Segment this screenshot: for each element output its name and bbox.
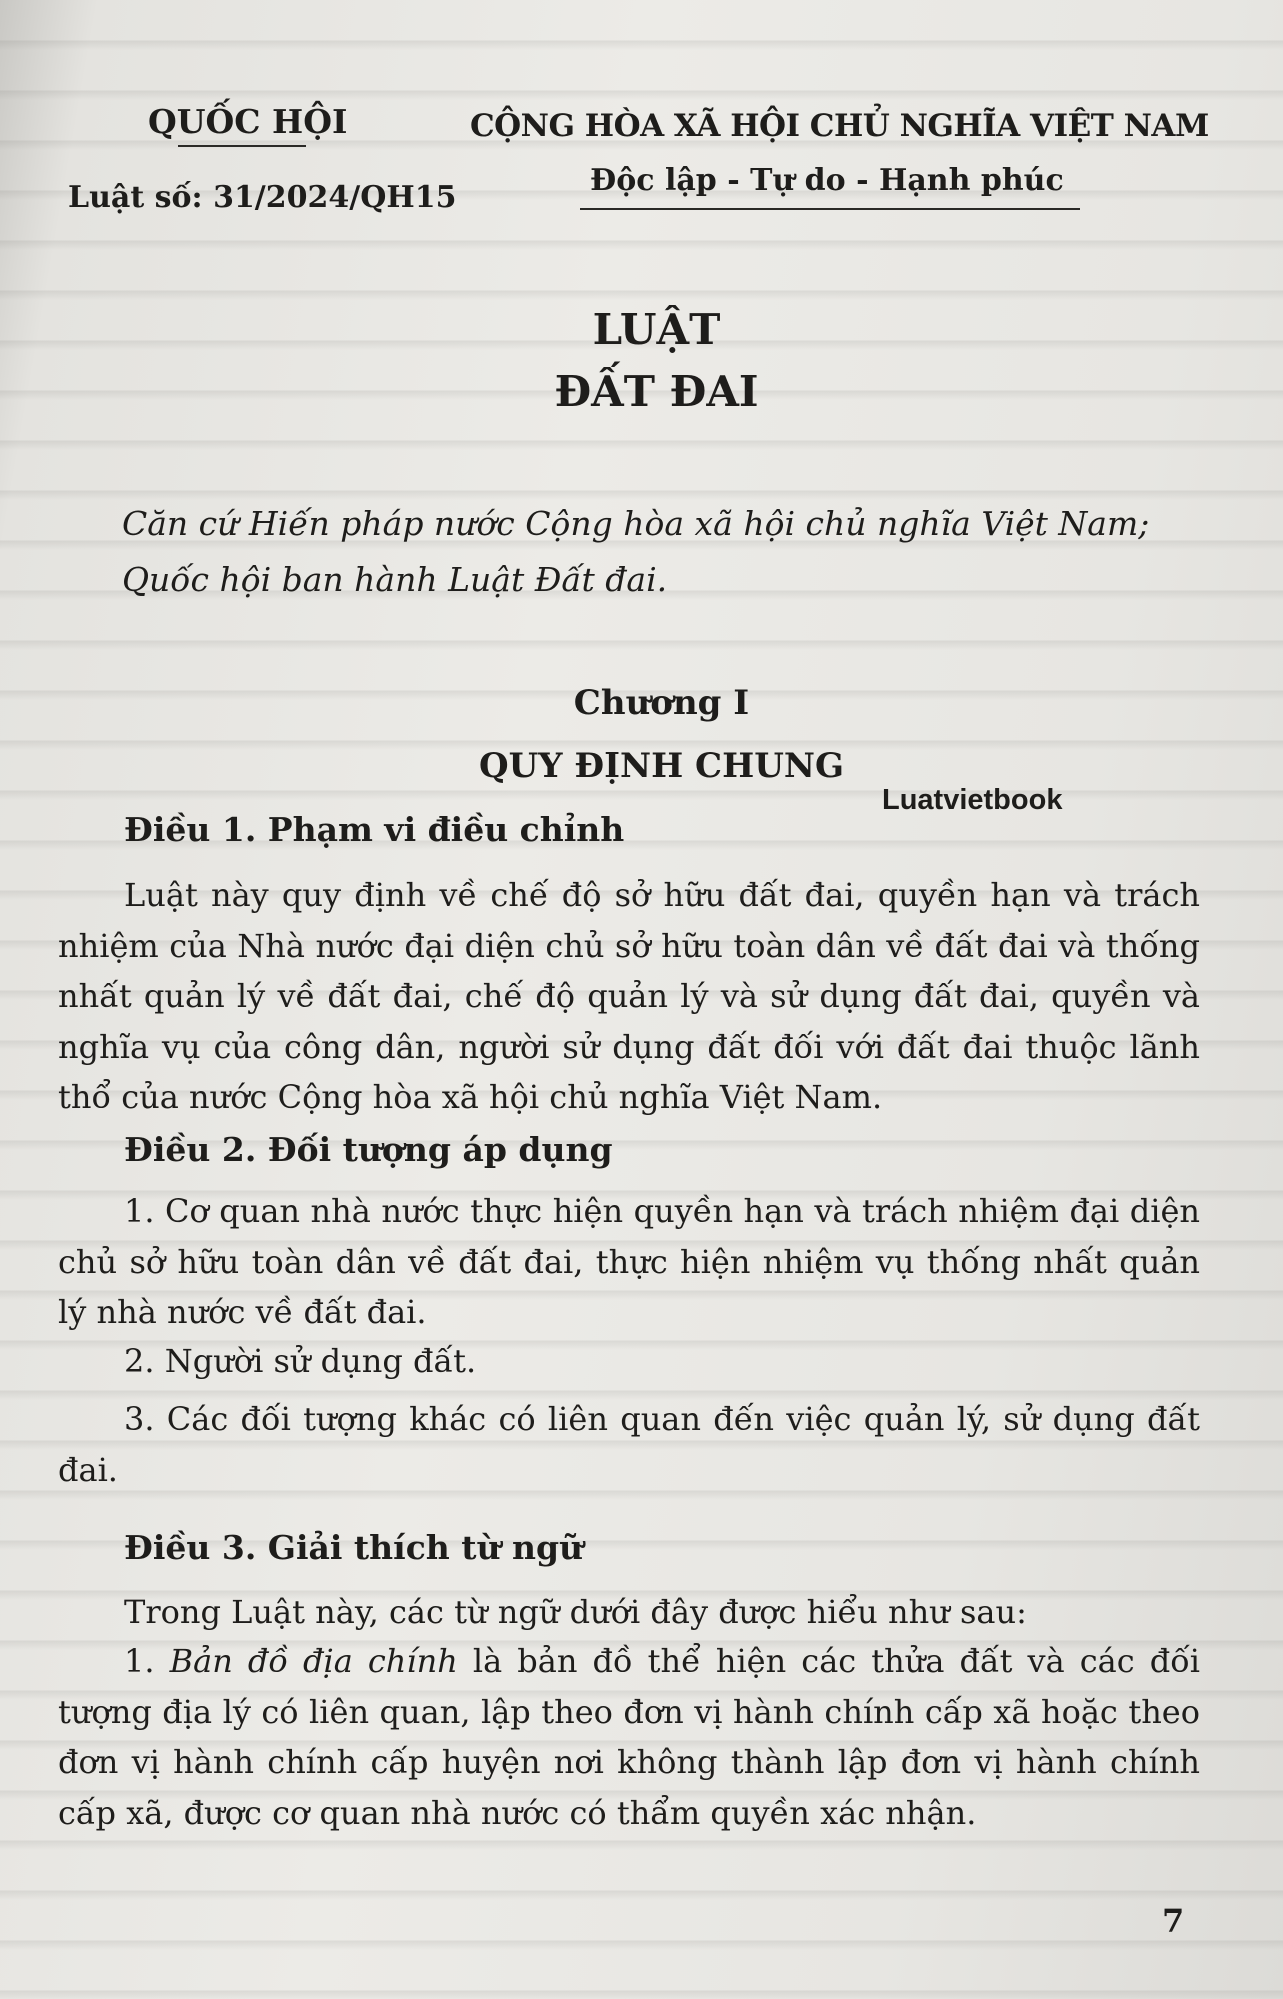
article-heading: Điều 2. Đối tượng áp dụng bbox=[124, 1130, 613, 1169]
article-paragraph: 1. Cơ quan nhà nước thực hiện quyền hạn và trách nhiệm đại diện chủ sở hữu toàn dân về đất đai, thực hiện nhiệm vụ thống nhất quản lý nhà nước về đất đai. bbox=[58, 1192, 1200, 1331]
law-title: ĐẤT ĐAI bbox=[554, 367, 759, 416]
article-paragraph: 3. Các đối tượng khác có liên quan đến việc quản lý, sử dụng đất đai. bbox=[58, 1400, 1200, 1489]
article-paragraph: 2. Người sử dụng đất. bbox=[124, 1342, 477, 1380]
article-body bbox=[58, 1394, 1200, 1495]
preamble-line: Căn cứ Hiến pháp nước Cộng hòa xã hội chủ nghĩa Việt Nam; bbox=[122, 504, 1150, 543]
article-intro: Trong Luật này, các từ ngữ dưới đây được hiểu như sau: bbox=[124, 1593, 1027, 1631]
issuer-underline bbox=[178, 145, 306, 147]
watermark-text: Luatvietbook bbox=[882, 784, 1063, 816]
motto-underline bbox=[580, 208, 1080, 210]
defined-term: Bản đồ địa chính bbox=[169, 1642, 458, 1680]
article-body bbox=[58, 1186, 1200, 1338]
article-body bbox=[58, 1636, 1200, 1838]
issuer-name: QUỐC HỘI bbox=[148, 102, 348, 141]
preamble-line: Quốc hội ban hành Luật Đất đai. bbox=[122, 560, 668, 599]
article-heading: Điều 1. Phạm vi điều chỉnh bbox=[124, 810, 625, 849]
article-body bbox=[58, 1587, 1200, 1638]
article-heading: Điều 3. Giải thích từ ngữ bbox=[124, 1528, 584, 1567]
definition-item bbox=[58, 1636, 1200, 1838]
definition-number: 1. bbox=[124, 1642, 170, 1680]
country-name: CỘNG HÒA XÃ HỘI CHỦ NGHĨA VIỆT NAM bbox=[470, 108, 1209, 144]
law-number: Luật số: 31/2024/QH15 bbox=[68, 180, 457, 215]
document-type-title: LUẬT bbox=[592, 305, 721, 354]
article-body bbox=[58, 1336, 1200, 1387]
page-number: 7 bbox=[1162, 1902, 1185, 1940]
national-motto: Độc lập - Tự do - Hạnh phúc bbox=[590, 163, 1064, 198]
chapter-number: Chương I bbox=[573, 683, 750, 723]
article-body bbox=[58, 870, 1200, 1123]
definition-text: là bản đồ thể hiện các thửa đất và các đối tượng địa lý có liên quan, lập theo đơn vị hành chính cấp xã hoặc theo đơn vị hành chính cấp huyện nơi không thành lập đơn vị hành chính cấp xã, được cơ quan nhà nước có thẩm quyền xác nhận. bbox=[58, 1642, 1201, 1832]
chapter-title: QUY ĐỊNH CHUNG bbox=[479, 746, 844, 786]
article-paragraph: Luật này quy định về chế độ sở hữu đất đai, quyền hạn và trách nhiệm của Nhà nước đại diện chủ sở hữu toàn dân về đất đai và thống nhất quản lý về đất đai, chế độ quản lý và sử dụng đất đai, quyền và nghĩa vụ của công dân, người sử dụng đất đối với đất đai thuộc lãnh thổ của nước Cộng hòa xã hội chủ nghĩa Việt Nam. bbox=[58, 876, 1200, 1116]
